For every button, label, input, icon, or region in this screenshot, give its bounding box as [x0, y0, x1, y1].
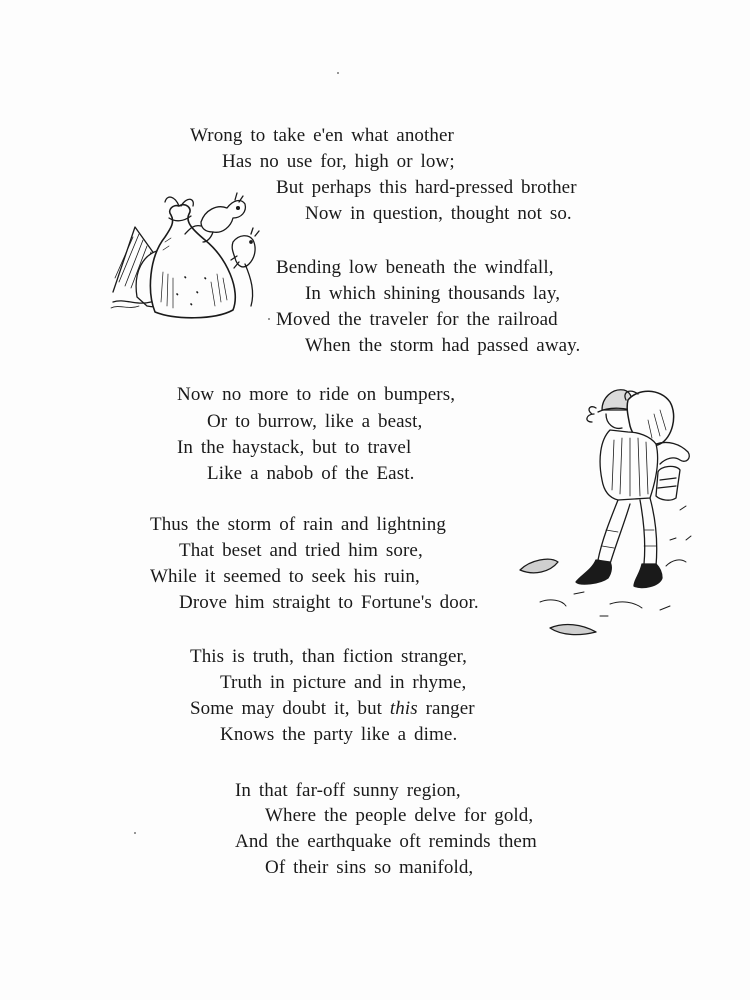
poem-line: This is truth, than fiction stranger, — [190, 646, 468, 667]
poem-line: Now no more to ride on bumpers, — [177, 384, 456, 405]
paper-speck — [268, 318, 270, 320]
poem-line: That beset and tried him sore, — [179, 540, 423, 561]
tramp-with-sack-illustration — [510, 380, 700, 640]
poem-line: Moved the traveler for the railroad — [276, 309, 558, 330]
poem-line: Wrong to take e'en what another — [190, 125, 454, 146]
poem-line: But perhaps this hard-pressed brother — [276, 177, 577, 198]
italic-word: this — [389, 698, 418, 719]
poem-line: Now in question, thought not so. — [305, 203, 572, 224]
poem-line: Knows the party like a dime. — [220, 724, 458, 745]
poem-line: Like a nabob of the East. — [207, 463, 415, 484]
poem-line: Truth in picture and in rhyme, — [220, 672, 467, 693]
poem-line: In which shining thousands lay, — [305, 283, 561, 304]
poem-line: In that far-off sunny region, — [235, 780, 461, 801]
poem-line: Thus the storm of rain and lightning — [150, 514, 447, 535]
poem-line: Drove him straight to Fortune's door. — [179, 592, 479, 613]
poem-line: Bending low beneath the windfall, — [276, 257, 554, 278]
poem-line: While it seemed to seek his ruin, — [150, 566, 420, 587]
poem-line: Or to burrow, like a beast, — [207, 411, 423, 432]
poem-line: And the earthquake oft reminds them — [235, 831, 537, 852]
poem-line: Where the people delve for gold, — [265, 805, 534, 826]
paper-speck — [134, 832, 136, 834]
poem-line: Has no use for, high or low; — [222, 151, 455, 172]
poem-line: In the haystack, but to travel — [177, 437, 412, 458]
poem-line: Some may doubt it, but this ranger — [190, 698, 475, 719]
poem-line: Of their sins so manifold, — [265, 857, 474, 878]
paper-speck — [337, 72, 339, 74]
rats-money-bag-illustration — [105, 182, 275, 322]
poem-line: When the storm had passed away. — [305, 335, 581, 356]
